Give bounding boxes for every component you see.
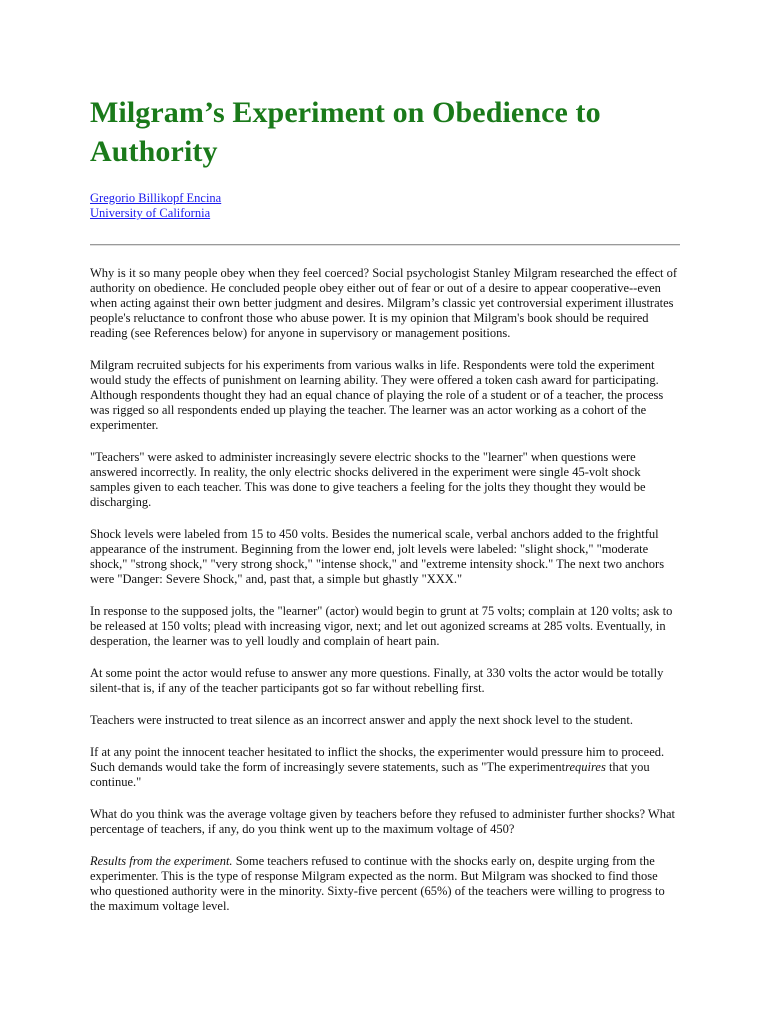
paragraph-2: Milgram recruited subjects for his experiments from various walks in life. Respondents were told the experiment would study the effects of punishment on learning ability. They were offered a token cash award for participating. Although respondents thought they had an equal chance of playing the role of a student or of a teacher, the process was rigged so all respondents ended up playing the teacher. The learner was an actor working as a cohort of the experimenter. [90, 358, 664, 432]
article [90, 0, 680, 931]
affiliation-link[interactable]: University of California [90, 206, 211, 220]
paragraph-3: "Teachers" were asked to administer increasingly severe electric shocks to the "learner" when questions were answered incorrectly. In reality, the only electric shocks delivered in the experiment were single 45-volt shock samples given to each teacher. This was done to give teachers a feeling for the jolts they thought they would be discharging. [90, 450, 646, 509]
paragraph-8-text-start: If at any point the innocent teacher hesitated to inflict the shocks, the experimenter would pressure him to proceed. Such demands would take the form of increasingly severe statements, such as "The experiment [90, 745, 665, 774]
paragraph-8-text-end: that you continue." [90, 760, 650, 789]
byline [90, 191, 680, 221]
paragraph-10-text: Some teachers refused to continue with the shocks early on, despite urging from the experimenter. This is the type of response Milgram expected as the norm. But Milgram was shocked to find those who questioned authority were in the minority. Sixty-five percent (65%) of the teachers were willing to progress to the maximum voltage level. [90, 854, 665, 913]
paragraph-8-emphasis: requires [565, 760, 606, 774]
paragraph-7: Teachers were instructed to treat silence as an incorrect answer and apply the next shock level to the student. [90, 713, 634, 727]
author-link[interactable]: Gregorio Billikopf Encina [90, 191, 222, 205]
paragraph-4: Shock levels were labeled from 15 to 450 volts. Besides the numerical scale, verbal anchors added to the frightful appearance of the instrument. Beginning from the lower end, jolt levels were labeled: "slight shock," "moderate shock," "strong shock," "very strong shock," "intense shock," and "extreme intensity shock." The next two anchors were "Danger: Severe Shock," and, past that, a simple but ghastly "XXX." [90, 527, 665, 586]
results-heading: Results from the experiment. [90, 854, 233, 868]
paragraph-8 [90, 745, 680, 790]
paragraph-5: In response to the supposed jolts, the "learner" (actor) would begin to grunt at 75 volts; complain at 120 volts; ask to be released at 150 volts; plead with increasing vigor, next; and let out agonized screams at 285 volts. Eventually, in desperation, the learner was to yell loudly and complain of heart pain. [90, 604, 673, 648]
article-body [90, 266, 680, 914]
paragraph-6: At some point the actor would refuse to answer any more questions. Finally, at 330 volts the actor would be totally silent-that is, if any of the teacher participants got so far without rebelling first. [90, 666, 664, 695]
horizontal-divider [90, 244, 680, 246]
paragraph-9: What do you think was the average voltage given by teachers before they refused to administer further shocks? What percentage of teachers, if any, do you think went up to the maximum voltage of 450? [90, 807, 675, 836]
paragraph-10 [90, 854, 680, 914]
paragraph-1: Why is it so many people obey when they feel coerced? Social psychologist Stanley Milgram researched the effect of authority on obedience. He concluded people obey either out of fear or out of a desire to appear cooperative--even when acting against their own better judgment and desires. Milgram’s classic yet controversial experiment illustrates people's reluctance to confront those who abuse power. It is my opinion that Milgram's book should be required reading (see References below) for anyone in supervisory or management positions. [90, 266, 678, 340]
page-title: Milgram’s Experiment on Obedience to Authority [90, 96, 601, 168]
